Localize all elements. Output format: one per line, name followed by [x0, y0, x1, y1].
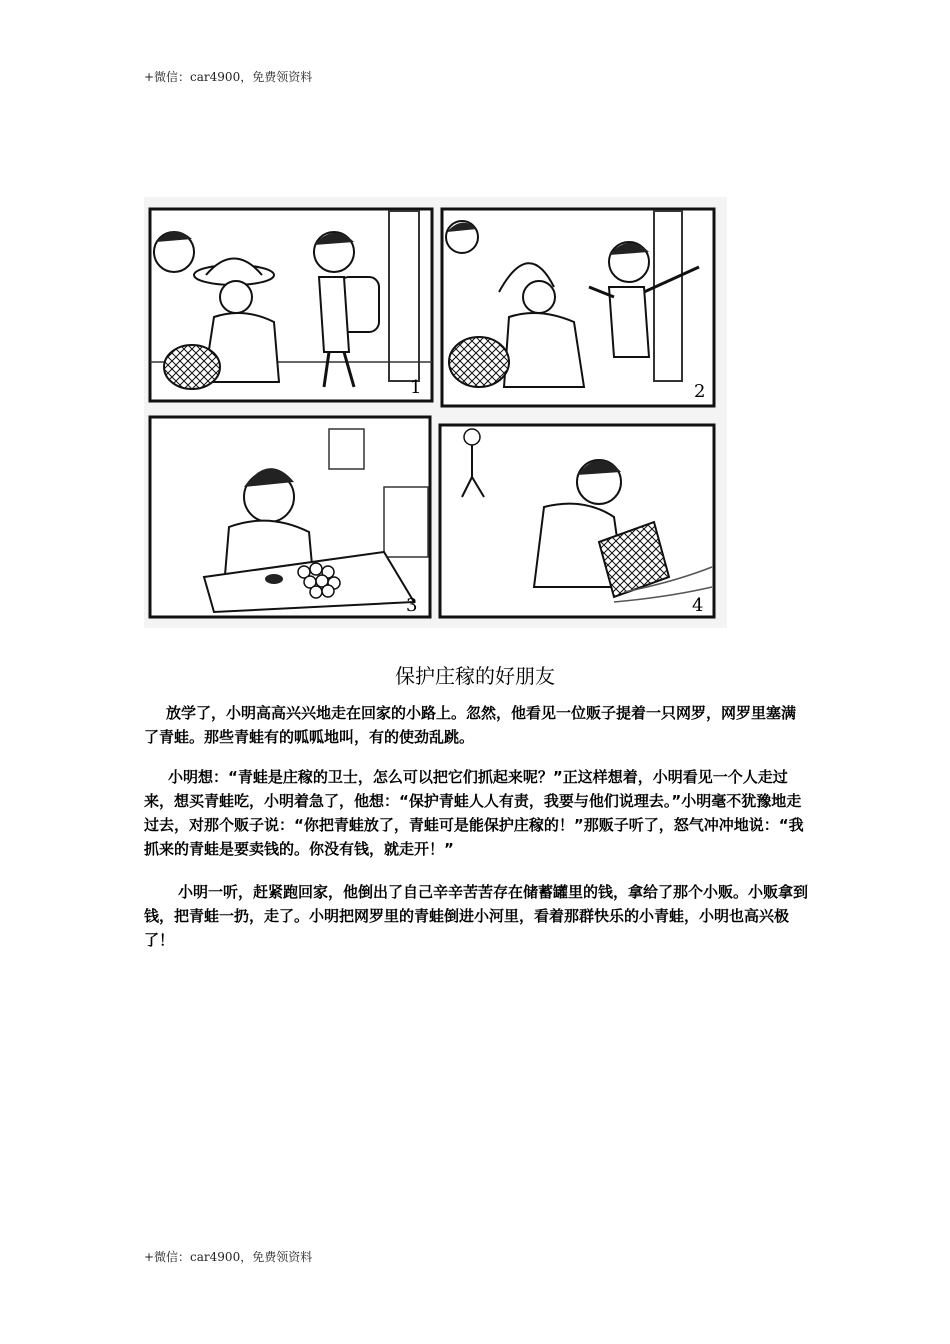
comic-panel-3 [150, 417, 430, 617]
comic-panel-1 [150, 209, 432, 401]
paragraph-3: 小明一听，赶紧跑回家，他倒出了自己辛辛苦苦存在储蓄罐里的钱，拿给了那个小贩。小贩拿到钱，把青蛙一扔，走了。小明把网罗里的青蛙倒进小河里，看着那群快乐的小青蛙，小明也高兴极了！ [144, 883, 809, 949]
article-title: 保护庄稼的好朋友 [395, 664, 555, 688]
panel-number-1: 1 [410, 377, 422, 398]
page-header-note: +微信：car4900，免费领资料 [144, 70, 313, 84]
comic-panel-4 [440, 425, 714, 617]
panel-number-3: 3 [406, 595, 418, 616]
paragraph-1: 放学了，小明高高兴兴地走在回家的小路上。忽然，他看见一位贩子提着一只网罗，网罗里塞满了青蛙。那些青蛙有的呱呱地叫，有的使劲乱跳。 [144, 704, 797, 746]
comic-panel-2 [442, 209, 714, 406]
paragraph-2: 小明想：“青蛙是庄稼的卫士，怎么可以把它们抓起来呢？”正这样想着，小明看见一个人走过来，想买青蛙吃，小明着急了，他想：“保护青蛙人人有责，我要与他们说理去。”小明毫不犹豫地走过去，对那个贩子说：“你把青蛙放了，青蛙可是能保护庄稼的！”那贩子听了，怒气冲冲地说：“我抓来的青蛙是要卖钱的。你没有钱，就走开！” [144, 768, 804, 858]
panel-number-4: 4 [692, 595, 704, 616]
panel-number-2: 2 [694, 381, 706, 402]
comic-strip-image [144, 197, 727, 628]
page-footer-note: +微信：car4900，免费领资料 [144, 1250, 313, 1264]
